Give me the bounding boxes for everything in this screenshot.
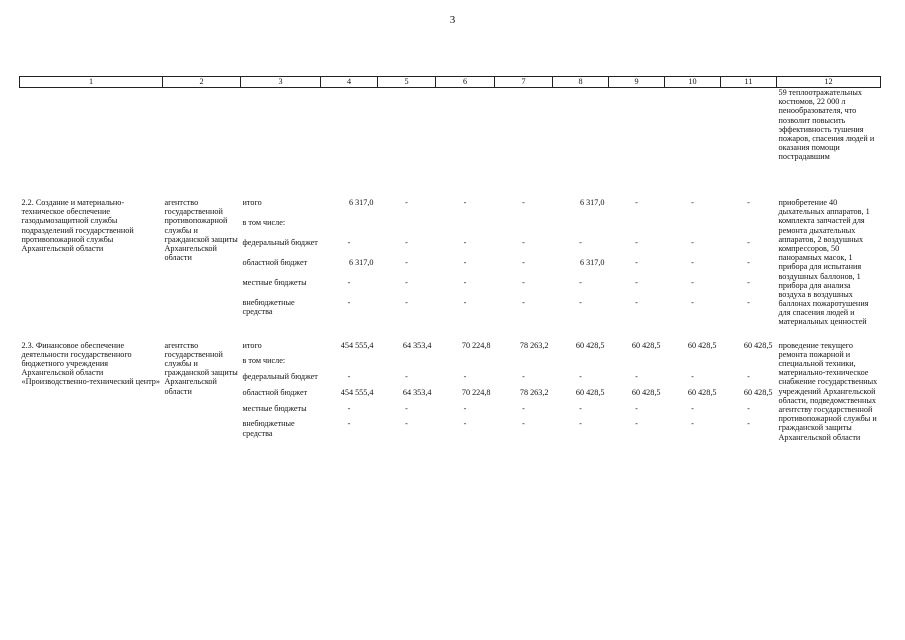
funding-value: 6 317,0 <box>579 258 605 268</box>
funding-value <box>321 218 378 238</box>
executor-name: агентство государственной противопожарной службы и гражданской защиты Архангельской области <box>164 198 238 263</box>
funding-value: 6 317,0 <box>579 198 605 207</box>
funding-source-label: областной бюджет <box>242 387 308 397</box>
funding-value: - <box>463 278 467 288</box>
funding-value: 60 428,5 <box>575 340 605 350</box>
funding-value: - <box>579 238 582 248</box>
table-row <box>20 341 881 357</box>
funding-source-label: итого <box>242 198 262 207</box>
funding-value: - <box>691 403 694 413</box>
funding-value: - <box>463 238 467 248</box>
funding-value: - <box>405 198 408 207</box>
funding-source-label: внебюджетные средства <box>242 419 295 438</box>
funding-value: - <box>635 372 638 382</box>
funding-value <box>436 218 495 238</box>
funding-source-label: в том числе: <box>242 356 286 366</box>
carry-over-text: 59 теплоотражательных костюмов, 22 000 л пенообразователя, что позволит повысить эффективность тушения пожаров, спасения людей и оказания помощи пострадавшим <box>778 88 875 162</box>
funding-value: - <box>635 278 638 288</box>
funding-value: - <box>579 403 582 413</box>
funding-value: 60 428,5 <box>687 387 717 397</box>
funding-value <box>553 356 609 372</box>
funding-value: - <box>691 372 694 382</box>
funding-value: - <box>635 403 638 413</box>
funding-value: 78 263,2 <box>519 387 549 397</box>
funding-value: - <box>405 238 408 248</box>
funding-value: 60 428,5 <box>743 340 773 350</box>
funding-value: - <box>347 298 351 308</box>
funding-value: 70 224,8 <box>461 387 491 397</box>
funding-value: - <box>635 198 638 207</box>
funding-source-label: итого <box>242 340 262 350</box>
funding-value: - <box>522 258 525 268</box>
funding-value: - <box>522 419 525 429</box>
table-row <box>20 198 881 218</box>
funding-value: 60 428,5 <box>575 387 605 397</box>
funding-value: - <box>463 298 467 308</box>
col-header: 4 <box>321 77 378 88</box>
funding-value: - <box>463 372 467 382</box>
funding-source-label: областной бюджет <box>242 258 308 268</box>
executor-name: агентство государственной службы и гражданской защиты Архангельской области <box>164 340 238 396</box>
funding-value: 70 224,8 <box>461 340 491 350</box>
funding-value: 454 555,4 <box>340 340 374 350</box>
funding-value: - <box>747 419 750 429</box>
funding-value: - <box>579 298 582 308</box>
funding-source-label: местные бюджеты <box>242 278 307 288</box>
funding-source-label: местные бюджеты <box>242 403 307 413</box>
funding-value <box>436 356 495 372</box>
funding-source-label: федеральный бюджет <box>242 238 318 248</box>
funding-value: - <box>463 403 467 413</box>
col-header: 10 <box>665 77 721 88</box>
funding-value: - <box>579 278 582 288</box>
funding-value: - <box>347 238 351 248</box>
funding-value: - <box>522 372 525 382</box>
col-header: 3 <box>241 77 321 88</box>
measure-name: 2.3. Финансовое обеспечение деятельности государственного бюджетного учреждения Архангельской области «Производственно-технический центр» <box>21 340 160 387</box>
funding-value: 60 428,5 <box>631 387 661 397</box>
col-header: 11 <box>721 77 777 88</box>
funding-value <box>495 356 553 372</box>
funding-value <box>378 356 436 372</box>
funding-value: - <box>747 238 750 248</box>
funding-value: - <box>747 372 750 382</box>
header-row <box>20 77 881 88</box>
col-header: 6 <box>436 77 495 88</box>
col-header: 9 <box>609 77 665 88</box>
page-number: 3 <box>449 14 456 26</box>
funding-value: - <box>691 258 694 268</box>
funding-value: - <box>347 419 351 429</box>
col-header: 2 <box>163 77 241 88</box>
funding-value <box>553 218 609 238</box>
funding-value: - <box>405 403 408 413</box>
col-header: 8 <box>553 77 609 88</box>
funding-value: 64 353,4 <box>402 340 432 350</box>
funding-value: - <box>522 278 525 288</box>
funding-value: - <box>691 238 694 248</box>
funding-value <box>609 356 665 372</box>
funding-value <box>721 356 777 372</box>
funding-value: - <box>405 298 408 308</box>
funding-value: - <box>522 238 525 248</box>
funding-value: - <box>635 258 638 268</box>
funding-source-label: в том числе: <box>242 218 286 228</box>
funding-value <box>721 218 777 238</box>
funding-source-label: внебюджетные средства <box>242 298 295 317</box>
funding-value <box>321 356 378 372</box>
funding-value: - <box>347 403 351 413</box>
funding-source-label: федеральный бюджет <box>242 372 318 382</box>
measure-name: 2.2. Создание и материально-техническое обеспечение газодымозащитной службы подразделений государственной противопожарной службы Архангельской области <box>21 198 134 253</box>
funding-value: 6 317,0 <box>348 198 374 207</box>
funding-value: - <box>405 372 408 382</box>
col-header: 12 <box>777 77 881 88</box>
funding-value: - <box>463 258 467 268</box>
funding-value: - <box>522 403 525 413</box>
funding-value: - <box>747 403 750 413</box>
funding-value: - <box>463 198 467 207</box>
funding-value <box>378 218 436 238</box>
funding-value: - <box>522 198 525 207</box>
funding-value: - <box>347 278 351 288</box>
funding-value: - <box>635 419 638 429</box>
funding-value: - <box>747 258 750 268</box>
funding-value: 60 428,5 <box>631 340 661 350</box>
funding-value: - <box>405 278 408 288</box>
funding-value: 64 353,4 <box>402 387 432 397</box>
funding-value: - <box>747 298 750 308</box>
col-header: 7 <box>495 77 553 88</box>
funding-value: - <box>463 419 467 429</box>
program-table <box>19 76 881 442</box>
funding-value: - <box>747 198 750 207</box>
funding-value: - <box>635 298 638 308</box>
funding-value: - <box>579 372 582 382</box>
funding-value: - <box>347 372 351 382</box>
funding-value <box>665 356 721 372</box>
funding-value: - <box>405 258 408 268</box>
funding-value: - <box>691 419 694 429</box>
funding-value: - <box>522 298 525 308</box>
funding-value: 60 428,5 <box>743 387 773 397</box>
funding-value: - <box>635 238 638 248</box>
col-header: 5 <box>378 77 436 88</box>
col-header: 1 <box>20 77 163 88</box>
funding-value: - <box>691 198 694 207</box>
funding-value: - <box>691 278 694 288</box>
funding-value: 454 555,4 <box>340 387 374 397</box>
funding-value: - <box>747 278 750 288</box>
expected-result: проведение текущего ремонта пожарной и специальной техники, материально-техническое снабжение государственных учреждений Архангельской области, подведомственных агентству государственной противопожарной службы и гражданской защиты Архангельской области <box>778 340 878 442</box>
funding-value: - <box>405 419 408 429</box>
funding-value: - <box>579 419 582 429</box>
spacer-cell <box>20 327 881 341</box>
carry-over-row <box>20 88 881 199</box>
funding-value: - <box>691 298 694 308</box>
funding-value <box>665 218 721 238</box>
funding-value: 6 317,0 <box>348 258 374 268</box>
funding-value: 60 428,5 <box>687 340 717 350</box>
funding-value: 78 263,2 <box>519 340 549 350</box>
expected-result: приобретение 40 дыхательных аппаратов, 1 комплекта запчастей для ремонта дыхательных аппаратов, 2 воздушных компрессоров, 50 панорамных масок, 1 прибора для испытания воздушных баллонов, 1 прибора для анализа воздуха в воздушных баллонах пожаротушения для спасения людей и материальных ценностей <box>778 198 870 327</box>
row-spacer <box>20 327 881 341</box>
funding-value <box>495 218 553 238</box>
funding-value <box>609 218 665 238</box>
